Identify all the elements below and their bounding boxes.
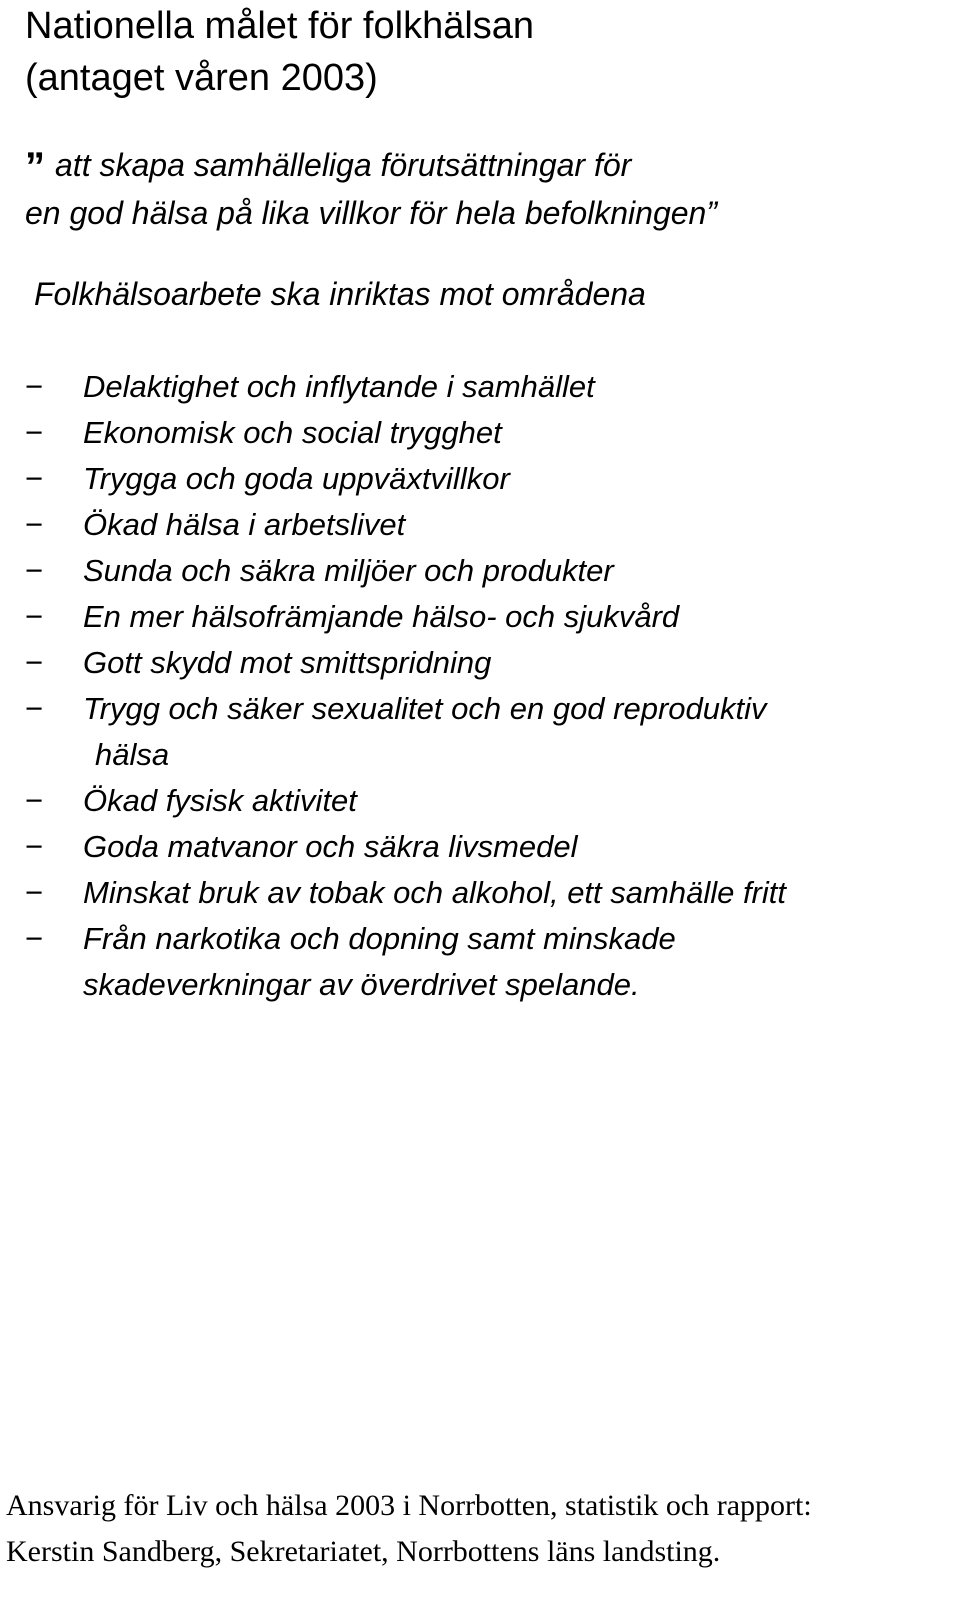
dash-bullet-icon: −	[25, 599, 44, 634]
list-item-text: Goda matvanor och säkra livsmedel	[83, 829, 578, 864]
dash-bullet-icon: −	[25, 691, 44, 726]
list-item-text: Trygg och säker sexualitet och en god reproduktiv	[83, 691, 767, 726]
target-areas-list	[25, 364, 925, 1008]
page-title	[25, 0, 534, 104]
list-item	[25, 778, 925, 824]
dash-bullet-icon: −	[25, 507, 44, 542]
dash-bullet-icon: −	[25, 415, 44, 450]
list-item	[25, 548, 925, 594]
list-item	[25, 824, 925, 870]
footer-credit	[6, 1483, 812, 1575]
list-item-text: Ökad hälsa i arbetslivet	[83, 507, 406, 542]
dash-bullet-icon: −	[25, 553, 44, 588]
list-item-text: Från narkotika och dopning samt minskade	[83, 921, 676, 956]
quote-line-1: att skapa samhälleliga förutsättningar för	[55, 147, 632, 183]
list-item-continuation: hälsa	[95, 737, 170, 772]
list-item	[25, 640, 925, 686]
dash-bullet-icon: −	[25, 645, 44, 680]
dash-bullet-icon: −	[25, 921, 44, 956]
dash-bullet-icon: −	[25, 369, 44, 404]
list-item-text: Gott skydd mot smittspridning	[83, 645, 492, 680]
list-item	[25, 916, 925, 1008]
dash-bullet-icon: −	[25, 829, 44, 864]
goal-quote	[25, 142, 717, 236]
list-item	[25, 364, 925, 410]
list-item-text: Trygga och goda uppväxtvillkor	[83, 461, 510, 496]
list-item	[25, 502, 925, 548]
areas-intro: Folkhälsoarbete ska inriktas mot områdena	[34, 276, 646, 312]
list-item-text: Delaktighet och inflytande i samhället	[83, 369, 595, 404]
list-item-continuation: skadeverkningar av överdrivet spelande.	[83, 967, 640, 1002]
list-item	[25, 410, 925, 456]
list-item-text: En mer hälsofrämjande hälso- och sjukvård	[83, 599, 680, 634]
footer-line-1: Ansvarig för Liv och hälsa 2003 i Norrbotten, statistik och rapport:	[6, 1489, 812, 1522]
dash-bullet-icon: −	[25, 783, 44, 818]
list-item-text: Ökad fysisk aktivitet	[83, 783, 357, 818]
list-item	[25, 594, 925, 640]
dash-bullet-icon: −	[25, 875, 44, 910]
list-item-text: Sunda och säkra miljöer och produkter	[83, 553, 614, 588]
list-item	[25, 870, 925, 916]
list-item-text: Minskat bruk av tobak och alkohol, ett samhälle fritt	[83, 875, 786, 910]
list-item	[25, 456, 925, 502]
title-line-2: (antaget våren 2003)	[25, 57, 378, 99]
footer-line-2: Kerstin Sandberg, Sekretariatet, Norrbottens läns landsting.	[6, 1535, 721, 1568]
title-line-1: Nationella målet för folkhälsan	[25, 5, 535, 47]
quote-mark: ”	[25, 145, 45, 189]
dash-bullet-icon: −	[25, 461, 44, 496]
list-item-text: Ekonomisk och social trygghet	[83, 415, 502, 450]
list-item	[25, 686, 925, 778]
quote-line-2: en god hälsa på lika villkor för hela befolkningen”	[25, 195, 717, 231]
